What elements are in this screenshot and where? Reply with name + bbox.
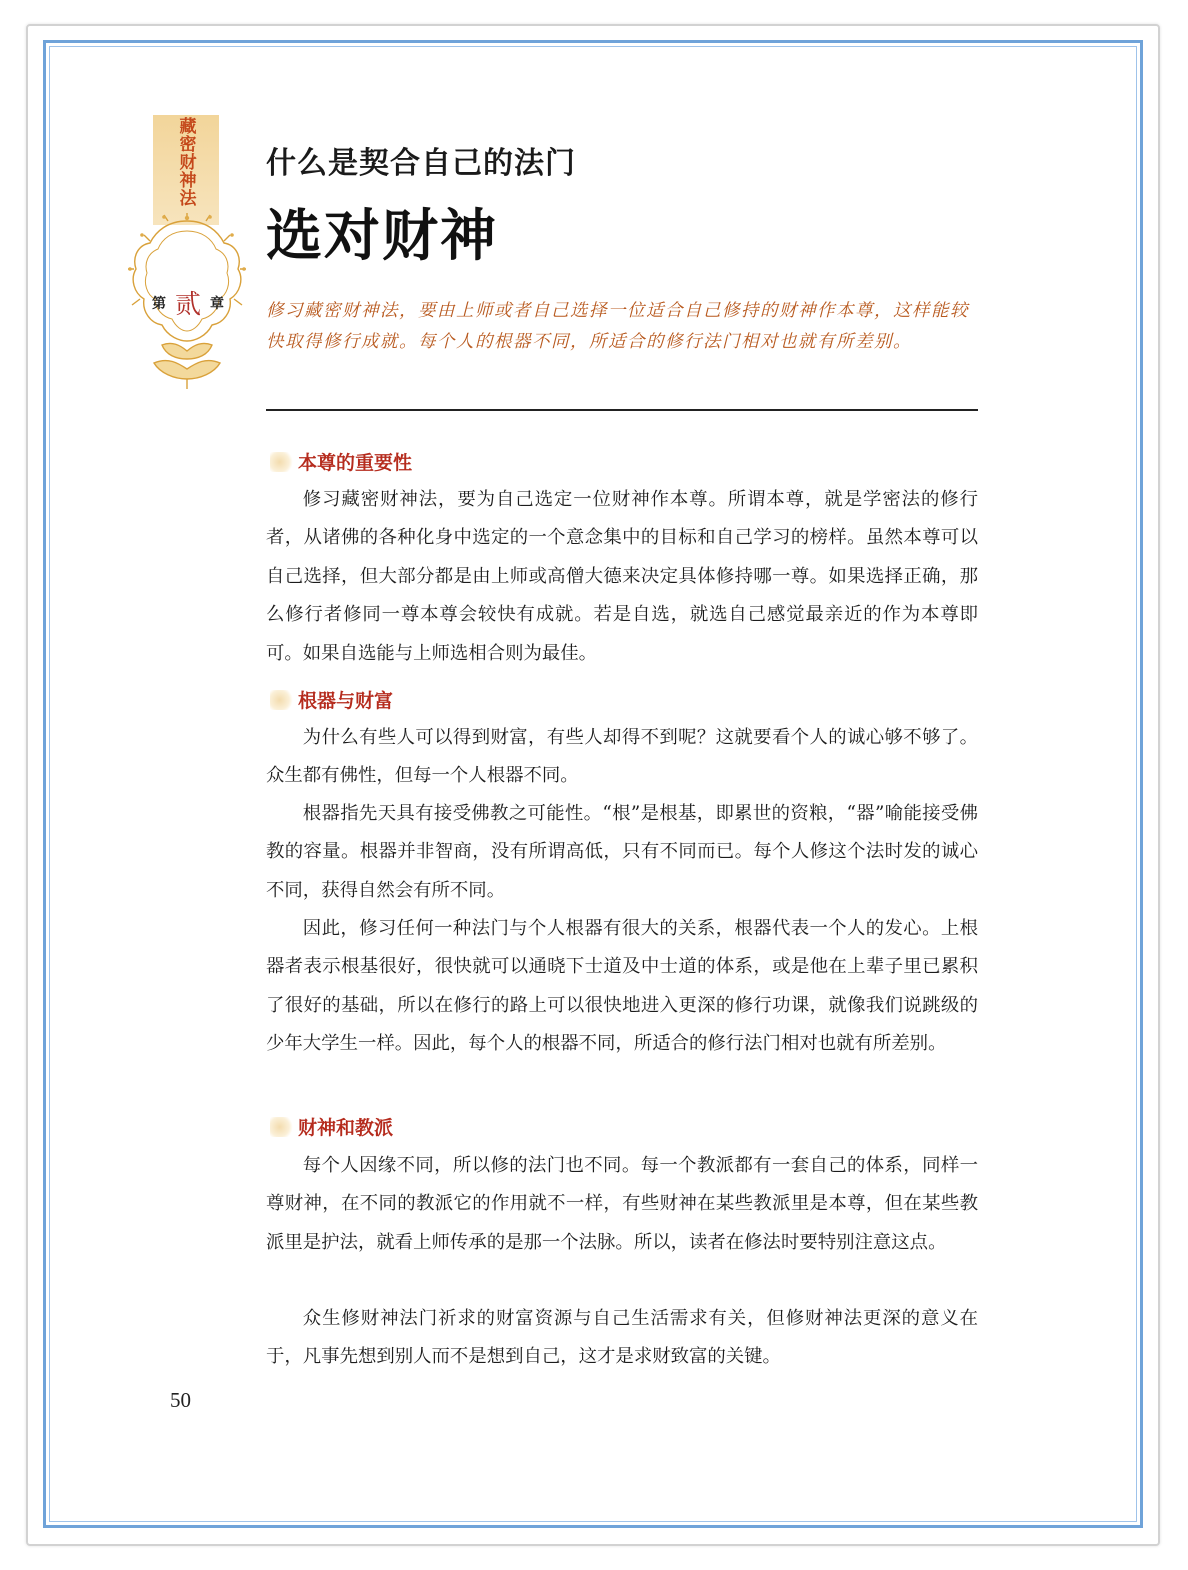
chapter-badge: [152, 284, 224, 321]
paragraph: 因此，修习任何一种法门与个人根器有很大的关系，根器代表一个人的发心。上根器者表示根基很好，很快就可以通晓下士道及中士道的体系，或是他在上辈子里已累积了很好的基础，所以在修行的路上可以很快地进入更深的修行功课，就像我们说跳级的少年大学生一样。因此，每个人的根器不同，所适合的修行法门相对也就有所差别。: [266, 918, 978, 1055]
section-heading-text: 本尊的重要性: [298, 452, 413, 474]
section-mark-icon: [270, 690, 294, 710]
section-heading-text: 财神和教派: [298, 1117, 394, 1139]
paragraph: 每个人因缘不同，所以修的法门也不同。每一个教派都有一套自己的体系，同样一尊财神，在不同的教派它的作用就不一样，有些财神在某些教派里是本尊，但在某些教派里是护法，就看上师传承的是那一个法脉。所以，读者在修法时要特别注意这点。: [266, 1155, 978, 1253]
section-heading: [270, 1113, 393, 1140]
section-heading-text: 根器与财富: [298, 690, 394, 712]
section-mark-icon: [270, 1117, 294, 1137]
chapter-suffix: 章: [209, 295, 224, 312]
section-mark-icon: [270, 452, 294, 472]
chapter-number: 贰: [174, 290, 201, 320]
page-subtitle: 什么是契合自己的法门: [266, 146, 576, 181]
paragraph: 根器指先天具有接受佛教之可能性。“根”是根基，即累世的资粮，“器”喻能接受佛教的容量。根器并非智商，没有所谓高低，只有不同而已。每个人修这个法时发的诚心不同，获得自然会有所不同。: [266, 803, 978, 901]
paragraph: 众生修财神法门祈求的财富资源与自己生活需求有关，但修财神法更深的意义在于，凡事先想到别人而不是想到自己，这才是求财致富的关键。: [266, 1308, 978, 1368]
side-tab-text: 藏密财神法: [175, 117, 196, 207]
divider: [266, 409, 978, 411]
intro-text: 修习藏密财神法，要由上师或者自己选择一位适合自己修持的财神作本尊，这样能较快取得修行成就。每个人的根器不同，所适合的修行法门相对也就有所差别。: [266, 301, 969, 352]
page-title: 选对财神: [266, 203, 498, 269]
section-heading: [270, 686, 393, 713]
chapter-prefix: 第: [152, 295, 166, 312]
section-heading: [270, 448, 412, 475]
paragraph: 修习藏密财神法，要为自己选定一位财神作本尊。所谓本尊，就是学密法的修行者，从诸佛的各种化身中选定的一个意念集中的目标和自己学习的榜样。虽然本尊可以自己选择，但大部分都是由上师或高僧大德来决定具体修持哪一尊。如果选择正确，那么修行者修同一尊本尊会较快有成就。若是自选，就选自己感觉最亲近的作为本尊即可。如果自选能与上师选相合则为最佳。: [266, 489, 978, 664]
page-number: 50: [170, 1388, 191, 1412]
paragraph: 为什么有些人可以得到财富，有些人却得不到呢？这就要看个人的诚心够不够了。众生都有佛性，但每一个人根器不同。: [266, 727, 978, 787]
side-tab: [153, 115, 219, 225]
